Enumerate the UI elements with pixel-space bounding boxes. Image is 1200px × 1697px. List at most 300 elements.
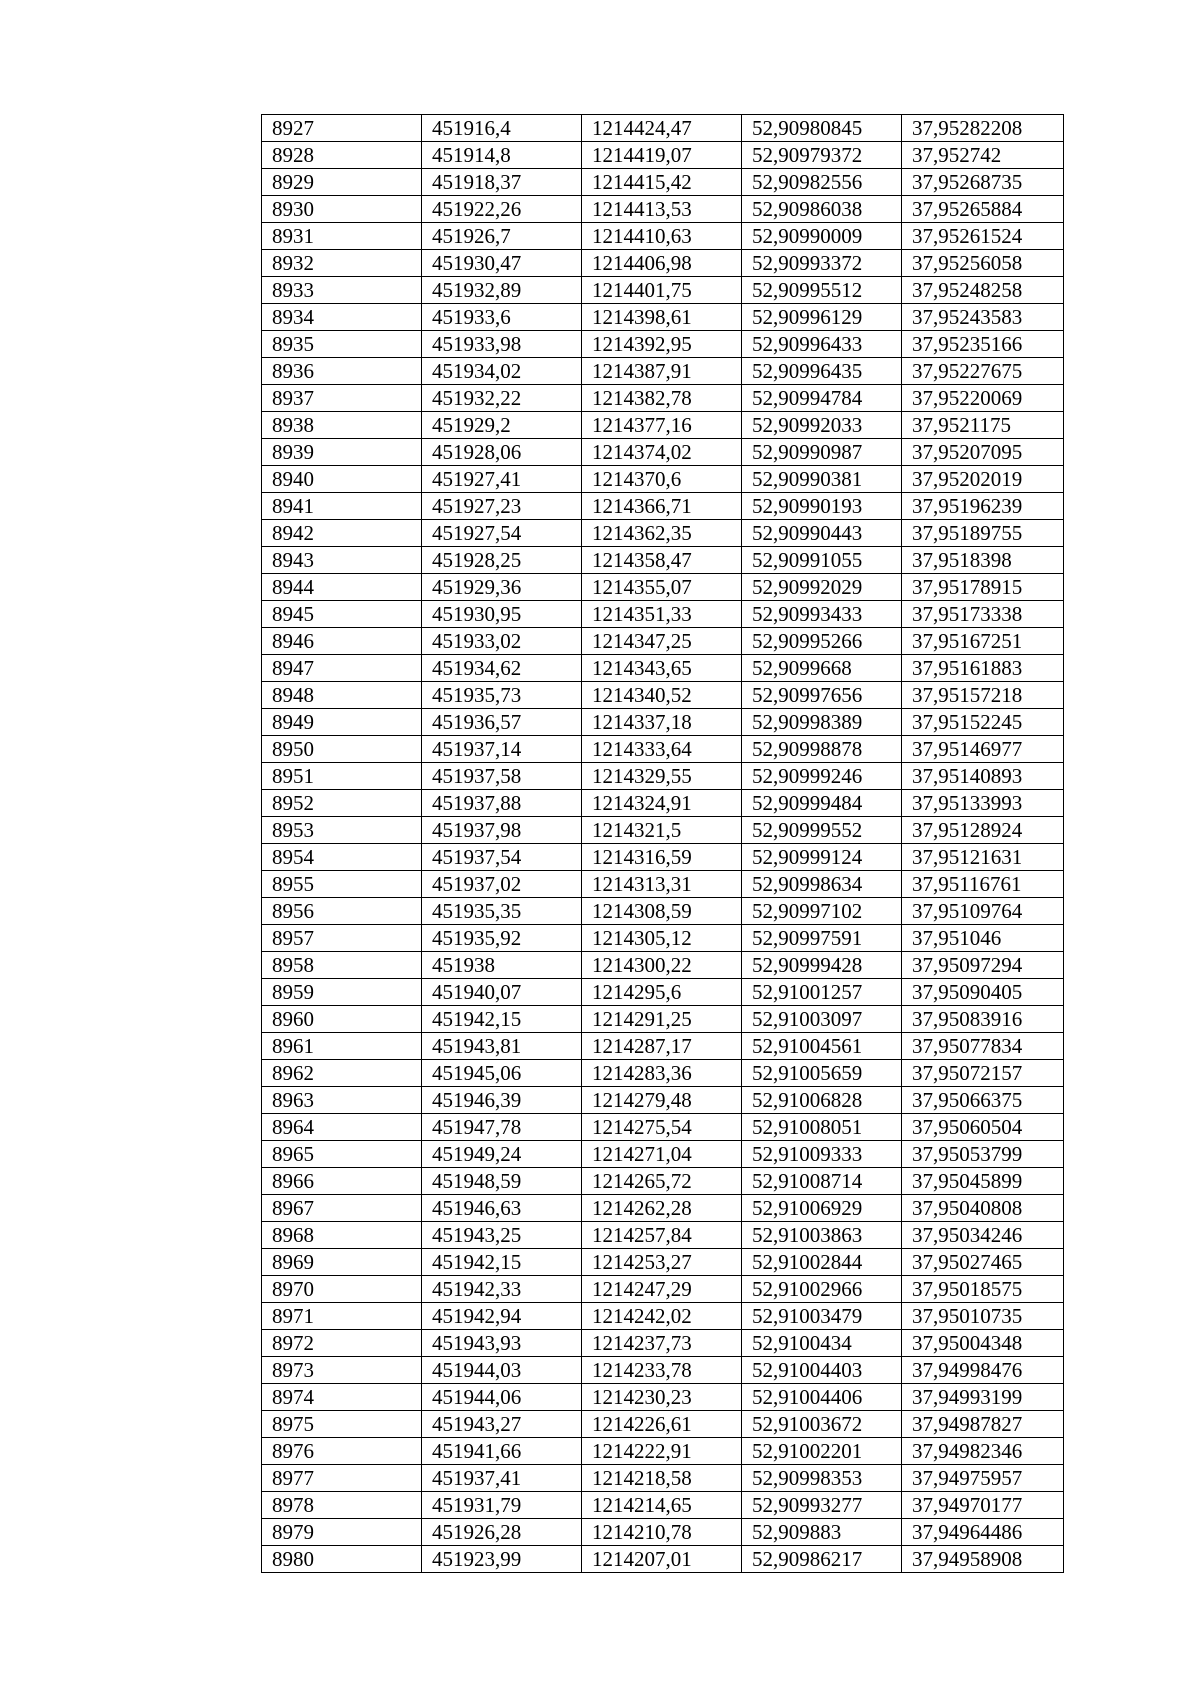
longitude-cell: 37,95133993 — [902, 790, 1064, 817]
table-row — [262, 844, 1064, 871]
x-coordinate-cell: 451938 — [422, 952, 582, 979]
point-number-cell: 8972 — [262, 1330, 422, 1357]
latitude-cell: 52,91005659 — [742, 1060, 902, 1087]
table-row — [262, 763, 1064, 790]
y-coordinate-cell: 1214324,91 — [582, 790, 742, 817]
x-coordinate-cell: 451942,94 — [422, 1303, 582, 1330]
x-coordinate-cell: 451942,15 — [422, 1006, 582, 1033]
longitude-cell: 37,95220069 — [902, 385, 1064, 412]
table-row — [262, 277, 1064, 304]
longitude-cell: 37,94964486 — [902, 1519, 1064, 1546]
table-row — [262, 655, 1064, 682]
latitude-cell: 52,90990381 — [742, 466, 902, 493]
point-number-cell: 8946 — [262, 628, 422, 655]
y-coordinate-cell: 1214247,29 — [582, 1276, 742, 1303]
latitude-cell: 52,90994784 — [742, 385, 902, 412]
point-number-cell: 8968 — [262, 1222, 422, 1249]
longitude-cell: 37,95004348 — [902, 1330, 1064, 1357]
longitude-cell: 37,9521175 — [902, 412, 1064, 439]
x-coordinate-cell: 451927,41 — [422, 466, 582, 493]
longitude-cell: 37,95227675 — [902, 358, 1064, 385]
y-coordinate-cell: 1214355,07 — [582, 574, 742, 601]
point-number-cell: 8956 — [262, 898, 422, 925]
y-coordinate-cell: 1214291,25 — [582, 1006, 742, 1033]
point-number-cell: 8959 — [262, 979, 422, 1006]
x-coordinate-cell: 451943,25 — [422, 1222, 582, 1249]
table-row — [262, 142, 1064, 169]
longitude-cell: 37,95045899 — [902, 1168, 1064, 1195]
longitude-cell: 37,95121631 — [902, 844, 1064, 871]
longitude-cell: 37,95268735 — [902, 169, 1064, 196]
longitude-cell: 37,94970177 — [902, 1492, 1064, 1519]
point-number-cell: 8929 — [262, 169, 422, 196]
latitude-cell: 52,90998389 — [742, 709, 902, 736]
x-coordinate-cell: 451932,89 — [422, 277, 582, 304]
longitude-cell: 37,94975957 — [902, 1465, 1064, 1492]
point-number-cell: 8964 — [262, 1114, 422, 1141]
longitude-cell: 37,95060504 — [902, 1114, 1064, 1141]
y-coordinate-cell: 1214300,22 — [582, 952, 742, 979]
y-coordinate-cell: 1214253,27 — [582, 1249, 742, 1276]
x-coordinate-cell: 451935,73 — [422, 682, 582, 709]
point-number-cell: 8934 — [262, 304, 422, 331]
table-row — [262, 736, 1064, 763]
longitude-cell: 37,95178915 — [902, 574, 1064, 601]
table-row — [262, 1114, 1064, 1141]
x-coordinate-cell: 451944,06 — [422, 1384, 582, 1411]
latitude-cell: 52,91001257 — [742, 979, 902, 1006]
longitude-cell: 37,951046 — [902, 925, 1064, 952]
longitude-cell: 37,95140893 — [902, 763, 1064, 790]
table-row — [262, 331, 1064, 358]
table-row — [262, 1411, 1064, 1438]
y-coordinate-cell: 1214313,31 — [582, 871, 742, 898]
latitude-cell: 52,90999484 — [742, 790, 902, 817]
longitude-cell: 37,952742 — [902, 142, 1064, 169]
point-number-cell: 8954 — [262, 844, 422, 871]
point-number-cell: 8947 — [262, 655, 422, 682]
longitude-cell: 37,95066375 — [902, 1087, 1064, 1114]
point-number-cell: 8976 — [262, 1438, 422, 1465]
latitude-cell: 52,90993372 — [742, 250, 902, 277]
longitude-cell: 37,95109764 — [902, 898, 1064, 925]
longitude-cell: 37,9518398 — [902, 547, 1064, 574]
longitude-cell: 37,94998476 — [902, 1357, 1064, 1384]
point-number-cell: 8967 — [262, 1195, 422, 1222]
point-number-cell: 8927 — [262, 115, 422, 142]
longitude-cell: 37,95034246 — [902, 1222, 1064, 1249]
longitude-cell: 37,95027465 — [902, 1249, 1064, 1276]
latitude-cell: 52,91006828 — [742, 1087, 902, 1114]
longitude-cell: 37,95053799 — [902, 1141, 1064, 1168]
x-coordinate-cell: 451927,54 — [422, 520, 582, 547]
latitude-cell: 52,90993277 — [742, 1492, 902, 1519]
y-coordinate-cell: 1214382,78 — [582, 385, 742, 412]
table-row — [262, 682, 1064, 709]
table-row — [262, 1033, 1064, 1060]
point-number-cell: 8969 — [262, 1249, 422, 1276]
table-row — [262, 1357, 1064, 1384]
x-coordinate-cell: 451931,79 — [422, 1492, 582, 1519]
x-coordinate-cell: 451949,24 — [422, 1141, 582, 1168]
longitude-cell: 37,94958908 — [902, 1546, 1064, 1573]
longitude-cell: 37,95235166 — [902, 331, 1064, 358]
table-row — [262, 1384, 1064, 1411]
longitude-cell: 37,95152245 — [902, 709, 1064, 736]
point-number-cell: 8928 — [262, 142, 422, 169]
point-number-cell: 8955 — [262, 871, 422, 898]
latitude-cell: 52,91008051 — [742, 1114, 902, 1141]
point-number-cell: 8942 — [262, 520, 422, 547]
latitude-cell: 52,90986038 — [742, 196, 902, 223]
x-coordinate-cell: 451928,06 — [422, 439, 582, 466]
table-row — [262, 358, 1064, 385]
table-row — [262, 466, 1064, 493]
longitude-cell: 37,95256058 — [902, 250, 1064, 277]
x-coordinate-cell: 451930,47 — [422, 250, 582, 277]
longitude-cell: 37,95167251 — [902, 628, 1064, 655]
y-coordinate-cell: 1214262,28 — [582, 1195, 742, 1222]
latitude-cell: 52,91004406 — [742, 1384, 902, 1411]
y-coordinate-cell: 1214226,61 — [582, 1411, 742, 1438]
latitude-cell: 52,90982556 — [742, 169, 902, 196]
table-row — [262, 385, 1064, 412]
longitude-cell: 37,95161883 — [902, 655, 1064, 682]
table-row — [262, 196, 1064, 223]
longitude-cell: 37,95265884 — [902, 196, 1064, 223]
point-number-cell: 8938 — [262, 412, 422, 439]
latitude-cell: 52,91002966 — [742, 1276, 902, 1303]
latitude-cell: 52,90990193 — [742, 493, 902, 520]
y-coordinate-cell: 1214333,64 — [582, 736, 742, 763]
table-row — [262, 601, 1064, 628]
table-row — [262, 1492, 1064, 1519]
point-number-cell: 8973 — [262, 1357, 422, 1384]
latitude-cell: 52,90979372 — [742, 142, 902, 169]
x-coordinate-cell: 451943,81 — [422, 1033, 582, 1060]
point-number-cell: 8979 — [262, 1519, 422, 1546]
x-coordinate-cell: 451937,88 — [422, 790, 582, 817]
y-coordinate-cell: 1214230,23 — [582, 1384, 742, 1411]
longitude-cell: 37,95189755 — [902, 520, 1064, 547]
y-coordinate-cell: 1214295,6 — [582, 979, 742, 1006]
longitude-cell: 37,95248258 — [902, 277, 1064, 304]
table-row — [262, 817, 1064, 844]
x-coordinate-cell: 451937,58 — [422, 763, 582, 790]
longitude-cell: 37,95282208 — [902, 115, 1064, 142]
longitude-cell: 37,95072157 — [902, 1060, 1064, 1087]
x-coordinate-cell: 451926,28 — [422, 1519, 582, 1546]
y-coordinate-cell: 1214398,61 — [582, 304, 742, 331]
latitude-cell: 52,90999124 — [742, 844, 902, 871]
y-coordinate-cell: 1214207,01 — [582, 1546, 742, 1573]
table-row — [262, 439, 1064, 466]
x-coordinate-cell: 451923,99 — [422, 1546, 582, 1573]
y-coordinate-cell: 1214265,72 — [582, 1168, 742, 1195]
y-coordinate-cell: 1214401,75 — [582, 277, 742, 304]
latitude-cell: 52,91004561 — [742, 1033, 902, 1060]
point-number-cell: 8936 — [262, 358, 422, 385]
table-row — [262, 1006, 1064, 1033]
x-coordinate-cell: 451929,36 — [422, 574, 582, 601]
latitude-cell: 52,90996129 — [742, 304, 902, 331]
x-coordinate-cell: 451946,39 — [422, 1087, 582, 1114]
y-coordinate-cell: 1214337,18 — [582, 709, 742, 736]
latitude-cell: 52,91008714 — [742, 1168, 902, 1195]
x-coordinate-cell: 451944,03 — [422, 1357, 582, 1384]
point-number-cell: 8970 — [262, 1276, 422, 1303]
point-number-cell: 8941 — [262, 493, 422, 520]
latitude-cell: 52,90980845 — [742, 115, 902, 142]
x-coordinate-cell: 451935,35 — [422, 898, 582, 925]
table-row — [262, 1546, 1064, 1573]
y-coordinate-cell: 1214370,6 — [582, 466, 742, 493]
y-coordinate-cell: 1214406,98 — [582, 250, 742, 277]
y-coordinate-cell: 1214347,25 — [582, 628, 742, 655]
y-coordinate-cell: 1214374,02 — [582, 439, 742, 466]
table-row — [262, 1249, 1064, 1276]
point-number-cell: 8948 — [262, 682, 422, 709]
table-row — [262, 925, 1064, 952]
latitude-cell: 52,90986217 — [742, 1546, 902, 1573]
x-coordinate-cell: 451935,92 — [422, 925, 582, 952]
table-row — [262, 520, 1064, 547]
latitude-cell: 52,91002844 — [742, 1249, 902, 1276]
table-row — [262, 1465, 1064, 1492]
y-coordinate-cell: 1214287,17 — [582, 1033, 742, 1060]
longitude-cell: 37,94982346 — [902, 1438, 1064, 1465]
x-coordinate-cell: 451942,15 — [422, 1249, 582, 1276]
latitude-cell: 52,90990443 — [742, 520, 902, 547]
y-coordinate-cell: 1214351,33 — [582, 601, 742, 628]
x-coordinate-cell: 451926,7 — [422, 223, 582, 250]
coordinates-table-body — [262, 115, 1064, 1573]
longitude-cell: 37,95083916 — [902, 1006, 1064, 1033]
longitude-cell: 37,95261524 — [902, 223, 1064, 250]
point-number-cell: 8963 — [262, 1087, 422, 1114]
point-number-cell: 8974 — [262, 1384, 422, 1411]
point-number-cell: 8940 — [262, 466, 422, 493]
table-row — [262, 790, 1064, 817]
table-row — [262, 412, 1064, 439]
y-coordinate-cell: 1214214,65 — [582, 1492, 742, 1519]
point-number-cell: 8975 — [262, 1411, 422, 1438]
y-coordinate-cell: 1214275,54 — [582, 1114, 742, 1141]
x-coordinate-cell: 451928,25 — [422, 547, 582, 574]
x-coordinate-cell: 451943,93 — [422, 1330, 582, 1357]
y-coordinate-cell: 1214362,35 — [582, 520, 742, 547]
x-coordinate-cell: 451930,95 — [422, 601, 582, 628]
point-number-cell: 8961 — [262, 1033, 422, 1060]
table-row — [262, 979, 1064, 1006]
x-coordinate-cell: 451933,02 — [422, 628, 582, 655]
table-row — [262, 115, 1064, 142]
latitude-cell: 52,91002201 — [742, 1438, 902, 1465]
x-coordinate-cell: 451948,59 — [422, 1168, 582, 1195]
latitude-cell: 52,90999246 — [742, 763, 902, 790]
y-coordinate-cell: 1214308,59 — [582, 898, 742, 925]
x-coordinate-cell: 451942,33 — [422, 1276, 582, 1303]
latitude-cell: 52,90995266 — [742, 628, 902, 655]
x-coordinate-cell: 451947,78 — [422, 1114, 582, 1141]
longitude-cell: 37,95018575 — [902, 1276, 1064, 1303]
longitude-cell: 37,95173338 — [902, 601, 1064, 628]
y-coordinate-cell: 1214329,55 — [582, 763, 742, 790]
y-coordinate-cell: 1214387,91 — [582, 358, 742, 385]
x-coordinate-cell: 451937,02 — [422, 871, 582, 898]
point-number-cell: 8939 — [262, 439, 422, 466]
x-coordinate-cell: 451934,62 — [422, 655, 582, 682]
table-row — [262, 898, 1064, 925]
x-coordinate-cell: 451945,06 — [422, 1060, 582, 1087]
y-coordinate-cell: 1214257,84 — [582, 1222, 742, 1249]
longitude-cell: 37,95116761 — [902, 871, 1064, 898]
latitude-cell: 52,90990009 — [742, 223, 902, 250]
y-coordinate-cell: 1214210,78 — [582, 1519, 742, 1546]
y-coordinate-cell: 1214222,91 — [582, 1438, 742, 1465]
x-coordinate-cell: 451937,54 — [422, 844, 582, 871]
y-coordinate-cell: 1214413,53 — [582, 196, 742, 223]
x-coordinate-cell: 451933,98 — [422, 331, 582, 358]
y-coordinate-cell: 1214424,47 — [582, 115, 742, 142]
point-number-cell: 8950 — [262, 736, 422, 763]
x-coordinate-cell: 451922,26 — [422, 196, 582, 223]
latitude-cell: 52,91003097 — [742, 1006, 902, 1033]
longitude-cell: 37,95097294 — [902, 952, 1064, 979]
latitude-cell: 52,90998878 — [742, 736, 902, 763]
point-number-cell: 8977 — [262, 1465, 422, 1492]
latitude-cell: 52,90991055 — [742, 547, 902, 574]
latitude-cell: 52,91004403 — [742, 1357, 902, 1384]
latitude-cell: 52,91009333 — [742, 1141, 902, 1168]
y-coordinate-cell: 1214237,73 — [582, 1330, 742, 1357]
y-coordinate-cell: 1214283,36 — [582, 1060, 742, 1087]
point-number-cell: 8966 — [262, 1168, 422, 1195]
latitude-cell: 52,90992033 — [742, 412, 902, 439]
latitude-cell: 52,90998634 — [742, 871, 902, 898]
table-row — [262, 1438, 1064, 1465]
latitude-cell: 52,9100434 — [742, 1330, 902, 1357]
x-coordinate-cell: 451918,37 — [422, 169, 582, 196]
table-row — [262, 1222, 1064, 1249]
x-coordinate-cell: 451914,8 — [422, 142, 582, 169]
table-row — [262, 304, 1064, 331]
longitude-cell: 37,94993199 — [902, 1384, 1064, 1411]
y-coordinate-cell: 1214271,04 — [582, 1141, 742, 1168]
table-row — [262, 1303, 1064, 1330]
point-number-cell: 8971 — [262, 1303, 422, 1330]
point-number-cell: 8933 — [262, 277, 422, 304]
table-row — [262, 628, 1064, 655]
table-row — [262, 709, 1064, 736]
longitude-cell: 37,95243583 — [902, 304, 1064, 331]
latitude-cell: 52,90996433 — [742, 331, 902, 358]
point-number-cell: 8937 — [262, 385, 422, 412]
y-coordinate-cell: 1214279,48 — [582, 1087, 742, 1114]
table-row — [262, 871, 1064, 898]
x-coordinate-cell: 451940,07 — [422, 979, 582, 1006]
x-coordinate-cell: 451933,6 — [422, 304, 582, 331]
latitude-cell: 52,90992029 — [742, 574, 902, 601]
latitude-cell: 52,90999428 — [742, 952, 902, 979]
latitude-cell: 52,90997591 — [742, 925, 902, 952]
x-coordinate-cell: 451937,41 — [422, 1465, 582, 1492]
latitude-cell: 52,91003479 — [742, 1303, 902, 1330]
table-row — [262, 1276, 1064, 1303]
y-coordinate-cell: 1214321,5 — [582, 817, 742, 844]
longitude-cell: 37,94987827 — [902, 1411, 1064, 1438]
point-number-cell: 8953 — [262, 817, 422, 844]
x-coordinate-cell: 451929,2 — [422, 412, 582, 439]
y-coordinate-cell: 1214340,52 — [582, 682, 742, 709]
point-number-cell: 8957 — [262, 925, 422, 952]
longitude-cell: 37,95040808 — [902, 1195, 1064, 1222]
point-number-cell: 8943 — [262, 547, 422, 574]
x-coordinate-cell: 451943,27 — [422, 1411, 582, 1438]
latitude-cell: 52,90993433 — [742, 601, 902, 628]
point-number-cell: 8949 — [262, 709, 422, 736]
latitude-cell: 52,91003863 — [742, 1222, 902, 1249]
table-row — [262, 952, 1064, 979]
y-coordinate-cell: 1214305,12 — [582, 925, 742, 952]
latitude-cell: 52,91003672 — [742, 1411, 902, 1438]
point-number-cell: 8965 — [262, 1141, 422, 1168]
point-number-cell: 8930 — [262, 196, 422, 223]
table-row — [262, 574, 1064, 601]
y-coordinate-cell: 1214366,71 — [582, 493, 742, 520]
table-row — [262, 1330, 1064, 1357]
y-coordinate-cell: 1214419,07 — [582, 142, 742, 169]
latitude-cell: 52,90995512 — [742, 277, 902, 304]
point-number-cell: 8935 — [262, 331, 422, 358]
latitude-cell: 52,91006929 — [742, 1195, 902, 1222]
table-row — [262, 547, 1064, 574]
y-coordinate-cell: 1214218,58 — [582, 1465, 742, 1492]
point-number-cell: 8960 — [262, 1006, 422, 1033]
table-row — [262, 1168, 1064, 1195]
y-coordinate-cell: 1214377,16 — [582, 412, 742, 439]
x-coordinate-cell: 451932,22 — [422, 385, 582, 412]
point-number-cell: 8932 — [262, 250, 422, 277]
table-row — [262, 1141, 1064, 1168]
y-coordinate-cell: 1214392,95 — [582, 331, 742, 358]
latitude-cell: 52,90998353 — [742, 1465, 902, 1492]
y-coordinate-cell: 1214316,59 — [582, 844, 742, 871]
x-coordinate-cell: 451927,23 — [422, 493, 582, 520]
point-number-cell: 8958 — [262, 952, 422, 979]
y-coordinate-cell: 1214233,78 — [582, 1357, 742, 1384]
y-coordinate-cell: 1214410,63 — [582, 223, 742, 250]
latitude-cell: 52,9099668 — [742, 655, 902, 682]
latitude-cell: 52,90999552 — [742, 817, 902, 844]
x-coordinate-cell: 451946,63 — [422, 1195, 582, 1222]
x-coordinate-cell: 451941,66 — [422, 1438, 582, 1465]
x-coordinate-cell: 451934,02 — [422, 358, 582, 385]
longitude-cell: 37,95090405 — [902, 979, 1064, 1006]
latitude-cell: 52,909883 — [742, 1519, 902, 1546]
point-number-cell: 8944 — [262, 574, 422, 601]
latitude-cell: 52,90997102 — [742, 898, 902, 925]
longitude-cell: 37,95202019 — [902, 466, 1064, 493]
coordinates-table — [261, 114, 1064, 1573]
longitude-cell: 37,95146977 — [902, 736, 1064, 763]
table-row — [262, 1087, 1064, 1114]
table-row — [262, 1060, 1064, 1087]
latitude-cell: 52,90997656 — [742, 682, 902, 709]
table-row — [262, 1195, 1064, 1222]
table-row — [262, 250, 1064, 277]
table-row — [262, 493, 1064, 520]
